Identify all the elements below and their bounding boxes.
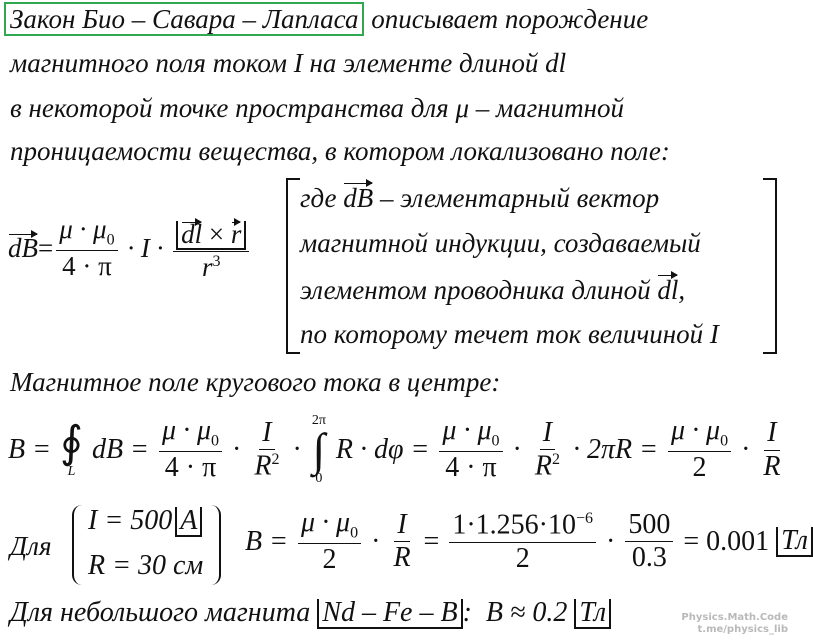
- mu-mu-2: μ · μ: [161, 415, 212, 446]
- circular-title: Магнитное поле кругового тока в центре:: [10, 367, 501, 397]
- magnet-line: [10, 597, 611, 629]
- mu-mu-5: μ · μ: [301, 507, 351, 538]
- dot-3: ·: [505, 434, 529, 465]
- two-den: 2: [692, 452, 707, 484]
- four-pi-denominator: 4 · π: [62, 250, 112, 281]
- oint-symbol: ∮: [60, 418, 83, 467]
- calc-formula: [245, 508, 813, 576]
- r-den-pow-2: 2: [551, 451, 560, 469]
- biot-savart-formula: [8, 214, 252, 283]
- given-curly-brace: [72, 505, 88, 585]
- n500: 500: [625, 510, 673, 543]
- note-db-vector: dB: [343, 183, 374, 213]
- circular-formula: [8, 414, 787, 486]
- db-equals: dB =: [84, 434, 156, 465]
- calc-500-over-03: [625, 510, 673, 575]
- calc-b-equals: B =: [245, 525, 295, 557]
- i-over-r2-fraction-2: [532, 418, 563, 483]
- calc-numeric-fraction: [449, 510, 596, 575]
- i-over-r-fraction: [760, 418, 783, 483]
- mu-sub-3: 0: [491, 432, 500, 450]
- two-pi-r: · 2πR =: [565, 434, 665, 465]
- i-num: I: [259, 418, 274, 451]
- calc-mu-over-two: [298, 508, 361, 576]
- numeric-numerator: 1·1.256·10: [452, 508, 576, 540]
- cross-product-bracket: [176, 221, 246, 250]
- law-name-highlight: Закон Био – Савара – Лапласа: [4, 2, 364, 36]
- d03: 0.3: [631, 542, 667, 574]
- int-upper: 2π: [311, 413, 326, 428]
- current-unit-bracket: [175, 507, 202, 537]
- given-label: Для: [10, 531, 52, 561]
- magnet-text: Для небольшого магнита: [10, 597, 318, 628]
- cross-op: ×: [202, 219, 231, 249]
- given-radius: R = 30 см: [88, 550, 204, 581]
- intro-line-1: [10, 3, 648, 35]
- calc-result: = 0.001: [676, 525, 777, 557]
- mu-mu-3: μ · μ: [442, 415, 492, 446]
- r-den: R: [254, 450, 272, 482]
- b-equals: B =: [8, 434, 58, 465]
- oint-subscript: L: [67, 464, 76, 479]
- current-value: I = 500: [88, 505, 173, 536]
- dot-6: ·: [599, 525, 623, 557]
- r-dphi: R · dφ =: [328, 434, 437, 465]
- intro-line-1-rest: описывает порождение: [364, 4, 649, 34]
- material-bracket: [317, 599, 462, 629]
- dl-vector: dl: [181, 219, 203, 249]
- mu-fraction-2: [159, 416, 222, 484]
- four-pi-3: 4 · π: [445, 452, 497, 484]
- note-dl-vector: dl: [657, 275, 679, 305]
- intro-line-4: проницаемости вещества, в котором локализовано поле:: [10, 136, 670, 166]
- r-power: 3: [212, 253, 221, 270]
- note-bracket-right: [763, 178, 777, 354]
- mu-sub-4: 0: [720, 432, 729, 450]
- mu-sub-2: 0: [211, 432, 220, 450]
- note-bracket-left: [286, 178, 300, 354]
- watermark-line-1: Physics.Math.Code: [681, 612, 788, 623]
- note-line-3: [300, 274, 685, 306]
- equals-sign: =: [38, 232, 54, 263]
- r-den-pow: 2: [271, 451, 280, 469]
- r-vector: r: [230, 219, 242, 249]
- i-num-2: I: [540, 418, 555, 451]
- current-unit: A: [180, 505, 198, 536]
- result-unit: Тл: [781, 524, 808, 556]
- material-name: Nd – Fe – B: [322, 597, 458, 628]
- dot-1: ·: [225, 434, 249, 465]
- intro-line-2: магнитного поля током I на элементе длиной dl: [10, 48, 567, 78]
- r-den-4: R: [393, 542, 411, 574]
- four-pi-2: 4 · π: [164, 452, 217, 484]
- mu-mu-4: μ · μ: [670, 415, 721, 446]
- magnet-unit: Тл: [579, 597, 607, 628]
- mu-subscript: 0: [106, 231, 115, 249]
- watermark: [681, 612, 788, 636]
- note-line-1-a: где: [300, 183, 344, 213]
- mu-fraction-3: [439, 416, 502, 484]
- watermark-line-2: t.me/physics_lib: [697, 624, 788, 635]
- mu-over-two-fraction: [668, 416, 731, 484]
- contour-integral: [60, 418, 83, 479]
- int-symbol: ∫: [312, 424, 326, 475]
- calc-equals: =: [416, 525, 447, 557]
- dot-4: ·: [734, 434, 758, 465]
- given-current: [88, 505, 202, 537]
- magnet-value: : B ≈ 0.2: [462, 597, 575, 628]
- times-i: · I ·: [120, 232, 171, 263]
- int-lower: 0: [315, 471, 323, 486]
- i-over-r2-fraction: [251, 418, 282, 483]
- note-line-1: [300, 182, 659, 214]
- definite-integral: [312, 414, 326, 486]
- result-unit-bracket: [776, 524, 813, 557]
- i-num-3: I: [764, 418, 779, 451]
- r-den-2: R: [534, 450, 552, 482]
- note-line-3-b: ,: [678, 275, 686, 305]
- db-vector: dB: [8, 232, 38, 263]
- r-denominator: r: [201, 252, 213, 282]
- dot-2: ·: [285, 434, 309, 465]
- two-den-2: 2: [322, 544, 337, 576]
- intro-line-3: в некоторой точке пространства для μ – магнитной: [10, 93, 625, 123]
- cross-fraction: [173, 214, 249, 283]
- note-line-4: по которому течет ток величиной I: [300, 319, 719, 349]
- note-line-3-a: элементом проводника длиной: [300, 275, 658, 305]
- r-den-3: R: [763, 450, 781, 482]
- note-line-1-b: – элементарный вектор: [373, 183, 660, 213]
- two-den-3: 2: [515, 542, 530, 574]
- i-num-4: I: [394, 510, 409, 543]
- note-line-2: магнитной индукции, создаваемый: [300, 228, 701, 258]
- mu-fraction: [56, 215, 117, 282]
- dot-5: ·: [364, 525, 388, 557]
- magnet-unit-bracket: [574, 599, 611, 629]
- mu-mu-numerator: μ · μ: [59, 214, 107, 244]
- mu-sub-5: 0: [350, 524, 359, 542]
- numeric-power: −6: [576, 509, 594, 527]
- given-curly-brace-right: [205, 505, 221, 585]
- calc-i-over-r: [390, 510, 413, 575]
